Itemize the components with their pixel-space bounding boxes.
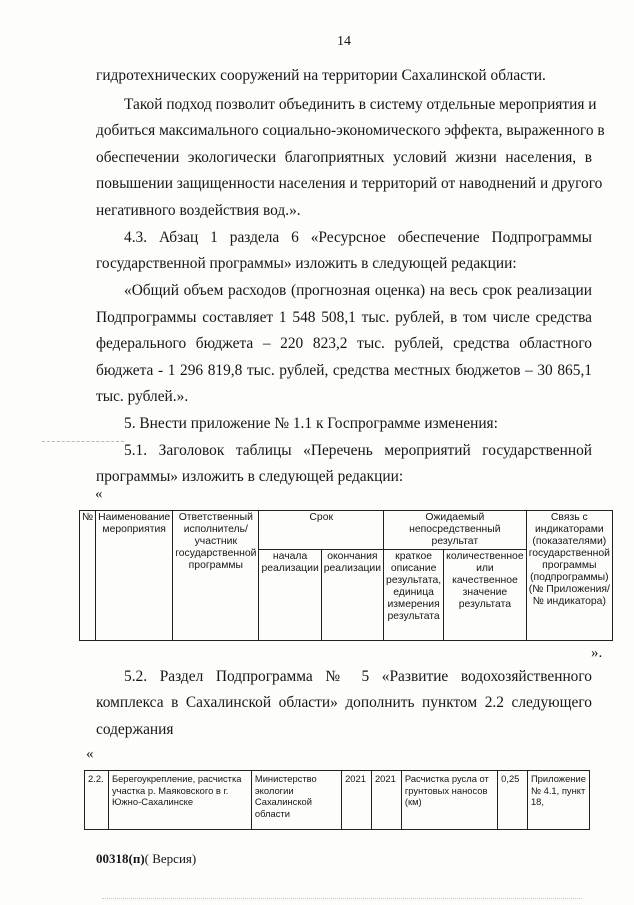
table-row [85,771,590,830]
version-label: ( Версия) [144,851,197,866]
text-line: 5. Внести приложение № 1.1 к Госпрограмме изменения: [124,415,498,432]
text-line: Такой подход позволит объединить в систему отдельные мероприятия и [124,96,597,113]
text-line: 5.2. Раздел Подпрограмма № 5 «Развитие водохозяйственного [124,668,592,685]
row-measure-name: Берегоукрепление, расчистка участка р. Маяковского в г. Южно-Сахалинске [108,771,251,830]
col-indicator-link-header: Связь с индикаторами (показателями) государственной программы (подпрограммы) (№ Приложения/ № индикатора) [526,511,612,641]
text-line: обеспечении экологически благоприятных условий жизни населения, в [96,149,592,166]
col-number-header: № [80,511,96,641]
sub-quant-header: количественное или качественное значение результата [444,550,526,641]
text-line: программы» изложить в следующей редакции: [96,468,404,485]
measures-table-header [79,510,613,641]
document-code: 00318(п) [96,851,145,866]
margin-dash-mark [42,441,124,442]
page-number: 14 [337,34,351,49]
row-number: 2.2. [85,771,109,830]
measure-row-table [84,770,590,830]
sub-start-header: начала реализации [259,550,321,641]
col-term-header: Срок [259,511,384,550]
row-value: 0,25 [498,771,528,830]
closing-quote: ». [591,645,603,661]
row-indicator-link: Приложение № 4.1, пункт 18, [527,771,589,830]
text-line: федерального бюджета – 220 823,2 тыс. рублей, средства областного [96,335,592,352]
row-result: Расчистка русла от грунтовых наносов (км) [401,771,497,830]
col-expected-header: Ожидаемый непосредственный результат [384,511,527,550]
text-line: добиться максимального социально-экономического эффекта, выраженного в [96,122,605,139]
text-line: негативного воздействия вод.». [96,202,301,219]
text-line: 5.1. Заголовок таблицы «Перечень мероприятий государственной [124,442,592,459]
row-start-year: 2021 [342,771,372,830]
text-line: бюджета - 1 296 819,8 тыс. рублей, средства местных бюджетов – 30 865,1 [96,362,592,379]
row-end-year: 2021 [371,771,401,830]
document-footer [96,851,196,867]
opening-quote-2: « [86,746,94,762]
text-line: тыс. рублей.». [96,388,189,405]
bottom-dotted-line [102,898,582,899]
text-line: комплекса в Сахалинской области» дополнить пунктом 2.2 следующего [96,694,592,711]
text-line: повышении защищенности населения и территорий от наводнений и другого [96,175,603,192]
opening-quote: « [95,486,103,502]
text-line: гидротехнических сооружений на территории Сахалинской области. [96,67,546,84]
row-responsible: Министерство экологии Сахалинской области [251,771,341,830]
text-line: 4.3. Абзац 1 раздела 6 «Ресурсное обеспечение Подпрограммы [124,229,592,246]
text-line: содержания [96,721,174,738]
text-line: государственной программы» изложить в следующей редакции: [96,255,517,272]
sub-brief-header: краткое описание результата, единица измерения результата [384,550,444,641]
sub-end-header: окончания реализации [321,550,383,641]
col-responsible-header: Ответственный исполнитель/ участник государственной программы [173,511,259,641]
text-line: «Общий объем расходов (прогнозная оценка) на весь срок реализации [124,282,592,299]
text-line: Подпрограммы составляет 1 548 508,1 тыс. рублей, в том числе средства [96,309,592,326]
col-name-header: Наименование мероприятия [96,511,173,641]
